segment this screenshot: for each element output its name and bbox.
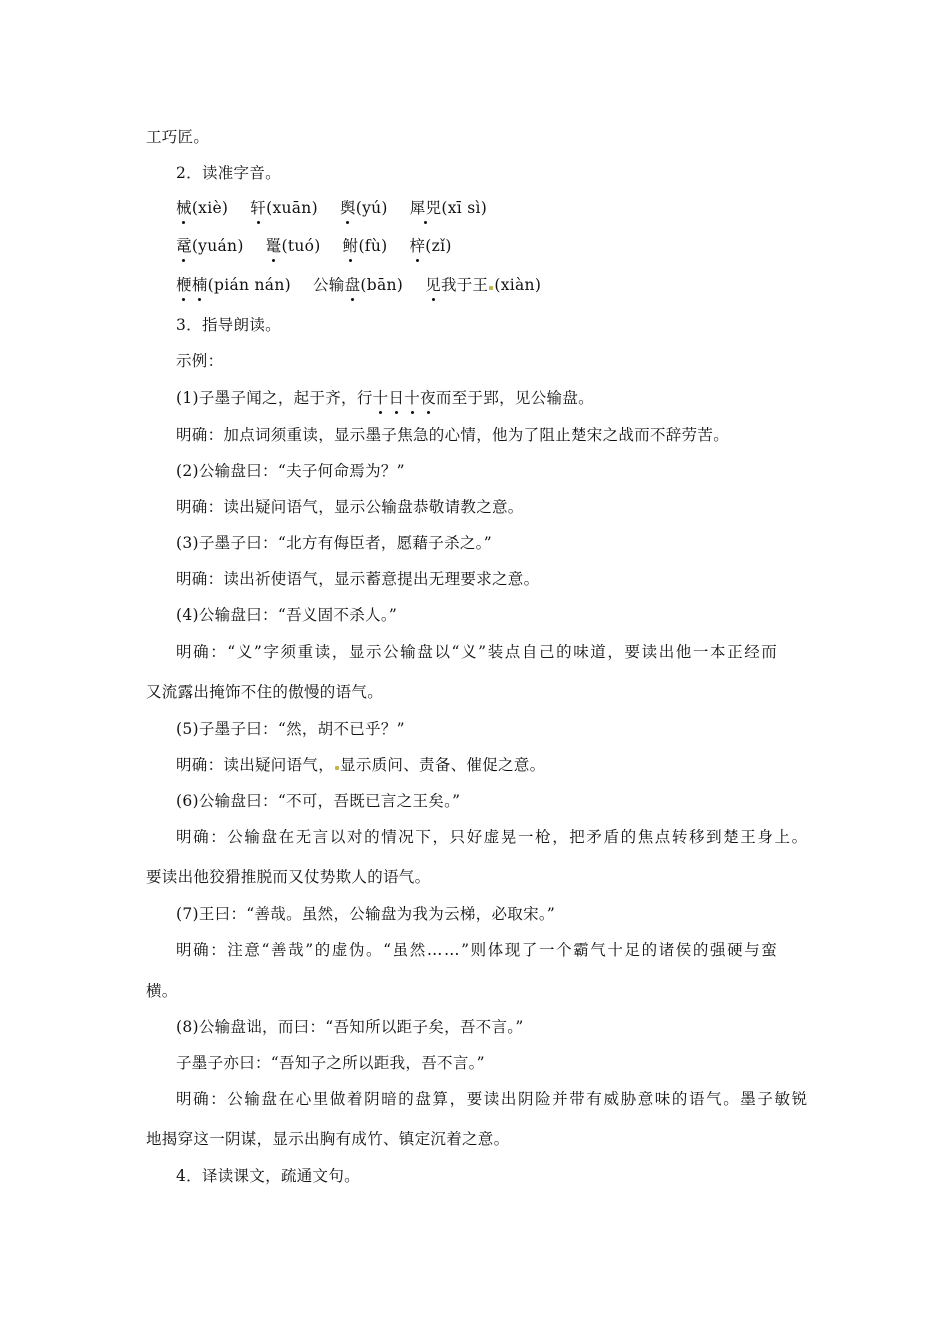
text-line: 地揭穿这一阴谋，显示出胸有成竹、镇定沉着之意。 [146, 1130, 510, 1148]
text-line: 工巧匠。 [146, 128, 210, 146]
dotted-char: 鼍 [265, 237, 282, 255]
text-line: 明确：读出疑问语气，显示公输盘恭敬请教之意。 [176, 498, 524, 516]
pinyin: (yuán) [191, 237, 244, 255]
dotted-char: 夜 [420, 389, 436, 407]
text-line: 明确：公输盘在无言以对的情况下，只好虚晃一枪，把矛盾的焦点转移到楚王身上。 [176, 828, 809, 846]
text-line: 子墨子亦曰：“吾知子之所以距我，吾不言。” [176, 1054, 485, 1072]
plain-text: 公输 [312, 276, 345, 294]
pinyin: (tuó) [281, 237, 321, 255]
pinyin: (xiè) [191, 199, 229, 217]
plain-text: 我于王 [440, 276, 489, 294]
example-line: (2)公输盘曰：“夫子何命焉为？” [176, 462, 405, 480]
plain-text: (1)子墨子闻之，起于齐，行 [176, 389, 373, 407]
dotted-char: 犀兕 [409, 199, 442, 217]
pinyin: (xī sì) [441, 199, 488, 217]
dotted-char: 梓 [409, 237, 426, 255]
pinyin-line [176, 274, 541, 296]
dotted-char: 楠 [191, 276, 208, 294]
example-line [176, 387, 594, 409]
text-line: 明确：“义”字须重读，显示公输盘以“义”装点自己的味道，要读出他一本正经而 [176, 643, 779, 661]
pinyin: (zǐ) [425, 237, 452, 255]
text-line [176, 754, 545, 776]
dotted-char: 鼋 [176, 237, 192, 255]
section-heading: 3．指导朗读。 [176, 316, 281, 334]
example-line: (8)公输盘诎，而曰：“吾知所以距子矣，吾不言。” [176, 1018, 524, 1036]
plain-text: 明确：读出疑问语气， [176, 756, 335, 774]
section-heading: 4．译读课文，疏通文句。 [176, 1167, 360, 1185]
text-line: 横。 [146, 982, 178, 1000]
dotted-char: 盘 [344, 276, 361, 294]
dotted-char: 鲋 [342, 237, 359, 255]
example-line: (3)子墨子曰：“北方有侮臣者，愿藉子杀之。” [176, 534, 492, 552]
text-line: 明确：加点词须重读，显示墨子焦急的心情，他为了阻止楚宋之战而不辞劳苦。 [176, 426, 730, 444]
dotted-char: 日 [388, 389, 405, 407]
pinyin: (bān) [360, 276, 404, 294]
plain-text: 显示质问、责备、催促之意。 [340, 756, 546, 774]
pinyin: (pián nán) [207, 276, 291, 294]
text-line: 明确：读出祈使语气，显示蓄意提出无理要求之意。 [176, 570, 540, 588]
text-line: 明确：公输盘在心里做着阴暗的盘算，要读出阴险并带有威胁意味的语气。墨子敏锐 [176, 1090, 809, 1108]
dotted-char: 轩 [250, 199, 267, 217]
pinyin: (fù) [358, 237, 388, 255]
example-line: (7)王曰：“善哉。虽然，公输盘为我为云梯，必取宋。” [176, 905, 556, 923]
dotted-char: 楩 [176, 276, 192, 294]
example-line: (4)公输盘曰：“吾义固不杀人。” [176, 606, 398, 624]
dotted-char: 械 [176, 199, 192, 217]
text-line: 又流露出掩饰不住的傲慢的语气。 [146, 683, 384, 701]
plain-text: 而至于郢，见公输盘。 [435, 389, 594, 407]
example-line: (5)子墨子曰：“然，胡不已乎？” [176, 720, 405, 738]
pinyin-line [176, 235, 452, 257]
example-line: (6)公输盘曰：“不可，吾既已言之王矣。” [176, 792, 461, 810]
stray-mark [489, 286, 493, 290]
text-line: 要读出他狡猾推脱而又仗势欺人的语气。 [146, 868, 431, 886]
dotted-char: 见 [425, 276, 441, 294]
stray-mark [335, 766, 339, 770]
pinyin: (yú) [355, 199, 388, 217]
pinyin: (xuān) [266, 199, 318, 217]
dotted-char: 十 [372, 389, 389, 407]
dotted-char: 舆 [339, 199, 356, 217]
text-line: 明确：注意“善哉”的虚伪。“虽然……”则体现了一个霸气十足的诸侯的强硬与蛮 [176, 941, 779, 959]
pinyin: (xiàn) [494, 276, 542, 294]
section-heading: 2．读准字音。 [176, 164, 281, 182]
text-line: 示例： [176, 352, 224, 370]
pinyin-line [176, 197, 487, 219]
dotted-char: 十 [404, 389, 421, 407]
